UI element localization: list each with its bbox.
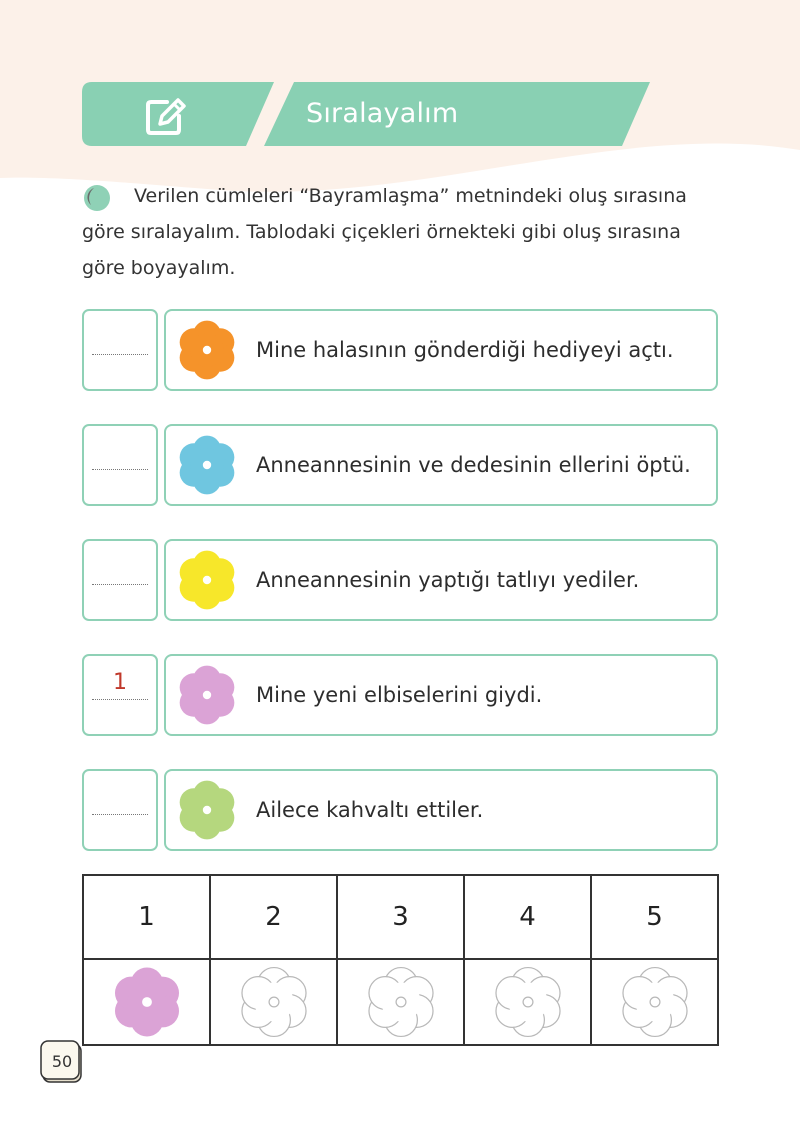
sentence-box bbox=[164, 309, 718, 391]
sentence-box bbox=[164, 654, 718, 736]
order-number-box[interactable] bbox=[82, 654, 158, 736]
order-number: 1 bbox=[113, 670, 127, 695]
section-title: Sıralayalım bbox=[306, 98, 459, 129]
table-header-cell: 3 bbox=[337, 875, 464, 959]
flower-cell[interactable] bbox=[337, 959, 464, 1045]
order-number-box[interactable] bbox=[82, 309, 158, 391]
table-header-cell: 4 bbox=[464, 875, 591, 959]
table-header-cell: 2 bbox=[210, 875, 337, 959]
flower-cell[interactable] bbox=[210, 959, 337, 1045]
sentence-text: Anneannesinin ve dedesinin ellerini öptü. bbox=[256, 453, 691, 477]
order-table bbox=[82, 874, 719, 1046]
list-item bbox=[82, 539, 718, 621]
sentence-text: Anneannesinin yaptığı tatlıyı yediler. bbox=[256, 568, 640, 592]
flower-icon bbox=[172, 315, 242, 385]
sentence-text: Ailece kahvaltı ettiler. bbox=[256, 798, 484, 822]
sentence-text: Mine yeni elbiselerini giydi. bbox=[256, 683, 543, 707]
sentence-box bbox=[164, 539, 718, 621]
dotted-line bbox=[92, 584, 148, 585]
flower-outline-icon bbox=[360, 961, 442, 1043]
sentence-box bbox=[164, 769, 718, 851]
instructions-text: Verilen cümleleri “Bayramlaşma” metnindeki oluş sırasına göre sıralayalım. Tablodaki çiçekleri örnekteki gibi oluş sırasına göre boyayalım. bbox=[82, 185, 687, 279]
dotted-line bbox=[92, 469, 148, 470]
flower-outline-icon bbox=[614, 961, 696, 1043]
order-number-box[interactable] bbox=[82, 424, 158, 506]
dotted-line bbox=[92, 814, 148, 815]
pencil-edit-icon bbox=[143, 94, 187, 138]
list-item bbox=[82, 309, 718, 391]
flower-cell[interactable] bbox=[83, 959, 210, 1045]
flower-icon bbox=[172, 775, 242, 845]
order-number-box[interactable] bbox=[82, 769, 158, 851]
table-header-row bbox=[83, 875, 718, 959]
table-flower-row bbox=[83, 959, 718, 1045]
flower-icon bbox=[172, 430, 242, 500]
dotted-line bbox=[92, 354, 148, 355]
table-header-cell: 1 bbox=[83, 875, 210, 959]
flower-icon bbox=[172, 545, 242, 615]
sentence-text: Mine halasının gönderdiği hediyeyi açtı. bbox=[256, 338, 674, 362]
page-number: 50 bbox=[51, 1052, 73, 1071]
list-item bbox=[82, 769, 718, 851]
flower-outline-icon bbox=[487, 961, 569, 1043]
flower-icon bbox=[172, 660, 242, 730]
flower-cell[interactable] bbox=[464, 959, 591, 1045]
dotted-line bbox=[92, 699, 148, 700]
table-header-cell: 5 bbox=[591, 875, 718, 959]
flower-outline-icon bbox=[233, 961, 315, 1043]
flower-cell[interactable] bbox=[591, 959, 718, 1045]
flower-icon bbox=[106, 961, 188, 1043]
list-item bbox=[82, 654, 718, 736]
order-number-box[interactable] bbox=[82, 539, 158, 621]
sentence-box bbox=[164, 424, 718, 506]
list-item bbox=[82, 424, 718, 506]
